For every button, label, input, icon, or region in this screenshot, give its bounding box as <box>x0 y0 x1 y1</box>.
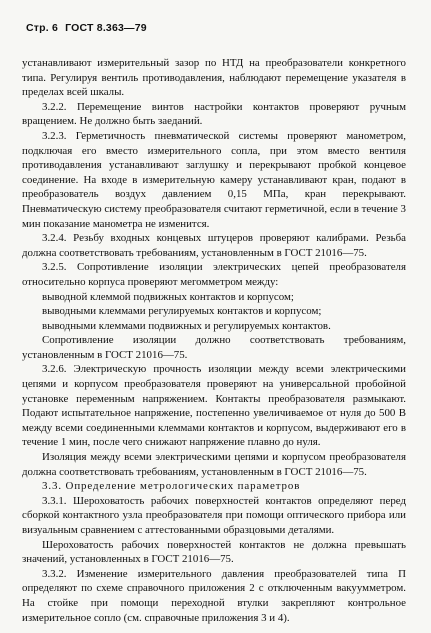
section-heading-3-3: 3.3. Определение метрологических параметров <box>42 480 301 493</box>
paragraph-3-2-5: 3.2.5. Сопротивление изоляции электрических цепей преобразователя относительно корпуса проверяют мегомметром между: <box>22 261 406 288</box>
document-body <box>22 56 406 625</box>
page-number: Стр. 6 <box>26 22 59 34</box>
list-item: выводной клеммой подвижных контактов и корпусом; <box>42 290 294 303</box>
paragraph-3-3-2: 3.3.2. Изменение измерительного давления преобразователей типа П определяют по схеме справочного приложения 2 с отключенным вакуумметром. На стойке при помощи переходной втулки закрепляют контрольное измерительное сопло (см. справочные приложения 3 и 4). <box>22 567 406 624</box>
standard-code: ГОСТ 8.363—79 <box>65 22 147 34</box>
paragraph-continuation: устанавливают измерительный зазор по НТД на преобразователи конкретного типа. Регулируя вентиль противодавления, наблюдают перемещение указателя в пределах всей шкалы. <box>22 57 406 99</box>
paragraph-3-2-2: 3.2.2. Перемещение винтов настройки контактов проверяют ручным вращением. Не должно быть заеданий. <box>22 100 406 128</box>
paragraph-3-3-1: 3.3.1. Шероховатость рабочих поверхностей контактов определяют перед сборкой контактного узла преобразователя при помощи оптического прибора или визуальным сравнением с аттестованными образцовыми деталями. <box>22 494 406 536</box>
paragraph-roughness-limit: Шероховатость рабочих поверхностей контактов не должна превышать значений, установленных в ГОСТ 21016—75. <box>22 538 406 566</box>
list-item: выводными клеммами регулируемых контактов и корпусом; <box>42 305 322 318</box>
paragraph-insulation-requirement: Сопротивление изоляции должно соответствовать требованиям, установленным в ГОСТ 21016—75. <box>22 334 406 361</box>
paragraph-insulation-compliance: Изоляция между всеми электрическими цепями и корпусом преобразователя должна соответствовать требованиям, установленным в ГОСТ 21016—75. <box>22 451 406 478</box>
page-header <box>26 22 406 34</box>
paragraph-3-2-4: 3.2.4. Резьбу входных концевых штуцеров проверяют калибрами. Резьба должна соответствовать требованиям, установленным в ГОСТ 21016—75. <box>22 232 406 259</box>
list-item: выводными клеммами подвижных и регулируемых контактов. <box>42 319 331 332</box>
paragraph-3-2-3: 3.2.3. Герметичность пневматической системы проверяют манометром, подключая его вместо измерительного сопла, при этом вместо вентиля противодавления устанавливают заглушку и перекрывают пробкой концевое соединение. На входе в измерительную камеру устанавливают кран, подают в преобразователь воздух давлением 0,15 МПа, кран перекрывают. Пневматическую систему преобразователя считают герметичной, если в течение 3 мин показание манометра не изменится. <box>22 129 406 230</box>
paragraph-3-2-6: 3.2.6. Электрическую прочность изоляции между всеми электрическими цепями и корпусом преобразователя проверяют на универсальной пробойной установке переменным напряжением. Контакты преобразователя размыкают. Подают испытательное напряжение, постепенно увеличиваемое от нуля до 500 В между всеми соединенными клеммами контактов и корпусом, выдерживают его в течение 1 мин, после чего снижают напряжение плавно до нуля. <box>22 363 406 449</box>
